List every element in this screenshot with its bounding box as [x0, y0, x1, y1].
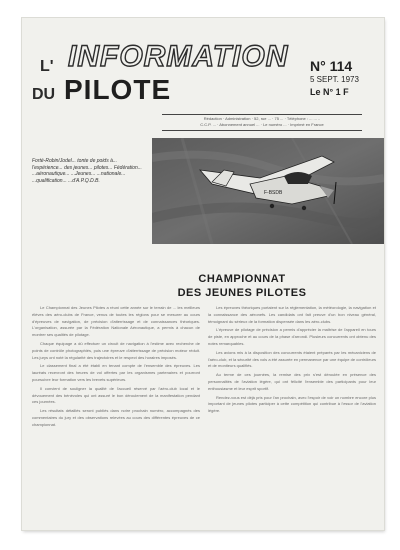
masthead-information: INFORMATION [68, 40, 289, 73]
aircraft-photo [152, 138, 384, 244]
article-paragraph: Les épreuves théoriques portaient sur la réglementation, la météorologie, la navigation et la connaissance des aéronefs. Les candidats ont fait preuve d'un bon niveau général, témoignant du sérieux de la formation dispensée dans les aéro-clubs. [208, 305, 376, 324]
issue-price: Le N° 1 F [310, 87, 349, 97]
article-paragraph: Le Championnat des Jeunes Pilotes a réuni cette année sur le terrain de ... les meilleurs élèves des aéro-clubs de France, venus de toutes les régions pour se mesurer au cours d'épreuves de navigation, de précision d'atterrissage et de connaissances théoriques. L'organisation, assurée par la Fédération Nationale Aéronautique, a permis à chacun de montrer ses qualités de pilotage. [32, 305, 200, 338]
article-column-right [208, 305, 376, 517]
masthead-pilote: PILOTE [64, 74, 172, 105]
article-paragraph: Les résultats détaillés seront publiés dans notre prochain numéro, accompagnés des commentaires du jury et des observations relevées au cours des différentes épreuves de ce championnat. [32, 408, 200, 427]
newsletter-page [22, 18, 384, 530]
article-paragraph: Au terme de ces journées, la remise des prix s'est déroulée en présence des personnalités de l'aviation légère, qui ont félicité l'ensemble des participants pour leur enthousiasme et leur esprit sportif. [208, 372, 376, 391]
article-paragraph: Rendez-vous est déjà pris pour l'an prochain, avec l'espoir de voir un nombre encore plus important de jeunes pilotes participer à cette compétition qui contribue à l'essor de l'aviation légère. [208, 394, 376, 414]
publication-info-line: C.C.P. ... · Abonnement annuel ... · Le numéro ... · Imprimé en France [200, 122, 324, 127]
headline-line-1: CHAMPIONNAT [198, 273, 286, 285]
article-paragraph: Les avions mis à la disposition des concurrents étaient préparés par les mécaniciens de l'aéro-club, et la sécurité des vols a été assurée en permanence par une équipe de contrôleurs et de moniteurs qualifiés. [208, 349, 376, 369]
issue-date: 5 SEPT. 1973 [310, 75, 359, 84]
article-column-left [32, 305, 200, 517]
masthead-rule-bottom [162, 130, 362, 131]
aircraft-wheel [302, 206, 306, 210]
issue-number: N° 114 [310, 58, 353, 74]
photo-caption: Forté-Robin/Jodel... tonte de poids à... l'expérience... des jeunes... pilotes... Fédération... ...aéronautique... ...Jeunes... ...nationale... ...qualification... ...d'A.P.Q.D.B. [32, 158, 142, 184]
article-paragraph: Il convient de souligner la qualité de l'accueil réservé par l'aéro-club local et le dévouement des bénévoles qui ont assuré le bon déroulement de la manifestation pendant ces journées. [32, 385, 200, 405]
publication-info-line: Rédaction · Administration · 52, rue ... · 75 ... · Téléphone : ... ... .. [203, 116, 321, 121]
masthead-rule-top [162, 114, 362, 115]
article-headline [142, 273, 342, 299]
masthead-le: L' [40, 58, 54, 75]
aircraft-registration: F-BSDB [264, 190, 283, 196]
aircraft-photo-svg [152, 138, 384, 244]
masthead-du: DU [32, 86, 56, 103]
article-paragraph: Le classement final a été établi en tenant compte de l'ensemble des épreuves. Les lauréats recevront des heures de vol offertes par les organismes partenaires et pourront poursuivre leur formation vers les brevets supérieurs. [32, 363, 200, 382]
masthead [22, 18, 384, 118]
article-paragraph: L'épreuve de pilotage de précision a permis d'apprécier la maîtrise de l'appareil en tours de piste, en approche et au cours de la phase d'arrondi. Plusieurs concurrents ont obtenu des notes remarquables. [208, 327, 376, 346]
headline-line-2: DES JEUNES PILOTES [177, 287, 307, 299]
article-paragraph: Chaque équipage a dû effectuer un circuit de navigation à l'estime avec recherche de points de contrôle photographiés, puis une épreuve d'atterrissage de précision moteur réduit. Les jurys ont noté la régularité des trajectoires et le respect des horaires imposés. [32, 340, 200, 360]
aircraft-wheel [270, 204, 274, 208]
issue-block [310, 58, 359, 97]
publication-info [162, 116, 362, 128]
